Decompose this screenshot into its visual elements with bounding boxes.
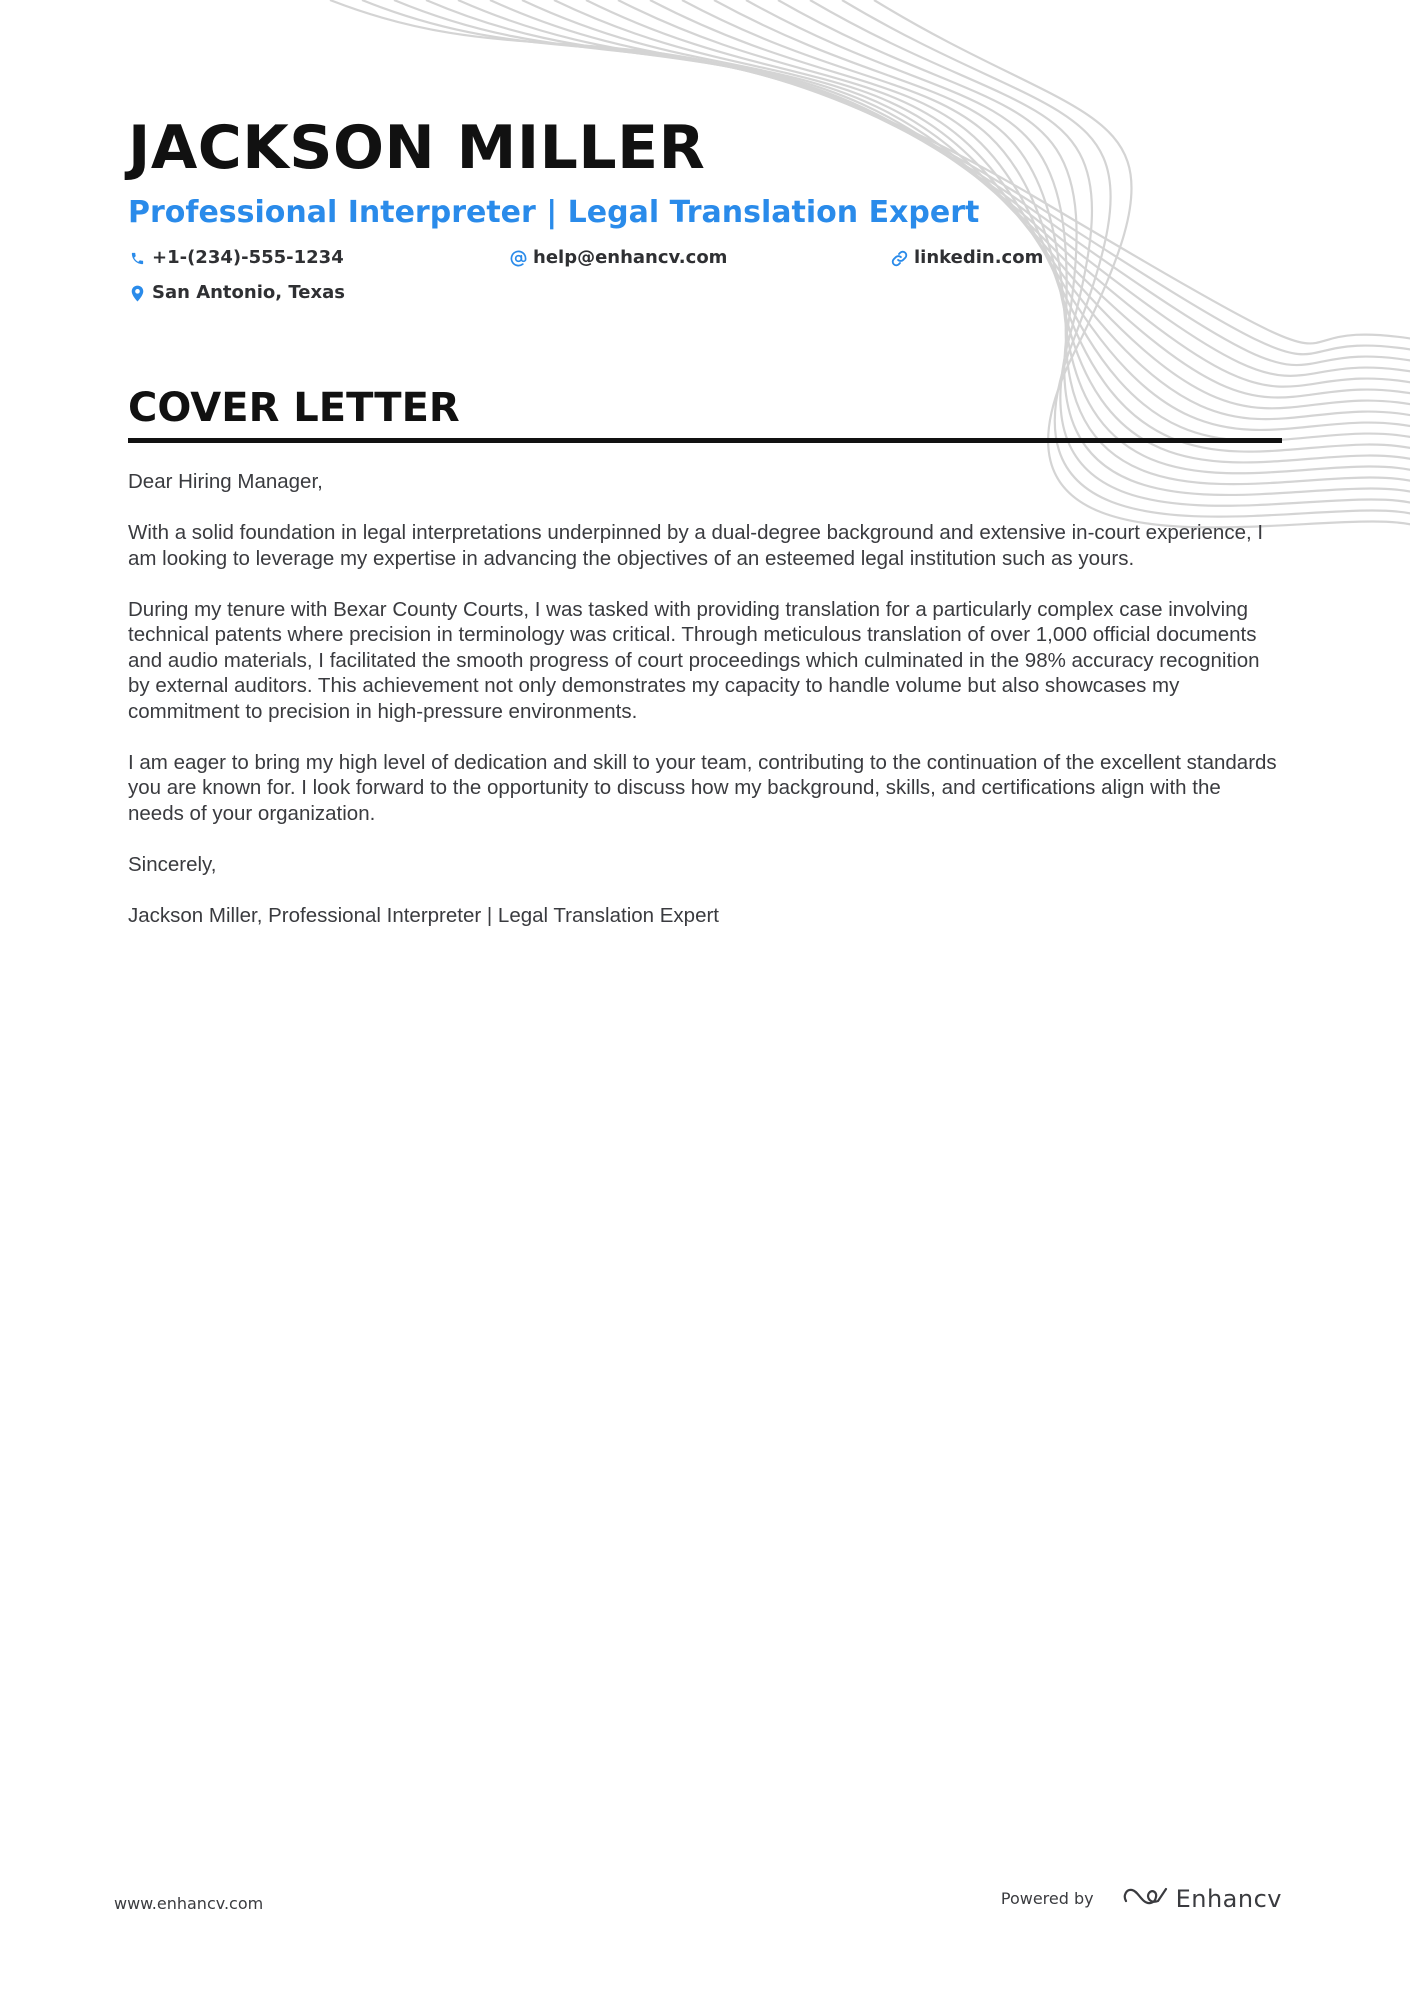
contact-link[interactable] — [890, 246, 1043, 270]
letter-closing: Sincerely, — [128, 852, 217, 876]
at-sign-icon — [509, 249, 527, 267]
page-footer — [114, 1880, 1282, 1920]
email-text: help@enhancv.com — [533, 247, 728, 268]
phone-icon — [128, 249, 146, 267]
candidate-title: Professional Interpreter | Legal Translation Expert — [128, 195, 980, 230]
contact-info — [128, 246, 1282, 316]
letter-greeting: Dear Hiring Manager, — [128, 470, 323, 493]
letter-signature: Jackson Miller, Professional Interpreter | Legal Translation Expert — [128, 903, 719, 927]
powered-by-label: Powered by — [1000, 1889, 1094, 1908]
section-divider — [128, 438, 1282, 443]
resume-header — [128, 112, 1282, 316]
enhancv-logo[interactable] — [1122, 1884, 1282, 1913]
brand-name: Enhancv — [1175, 1884, 1282, 1913]
letter-paragraph: With a solid foundation in legal interpretations underpinned by a dual-degree background and extensive in-court experience, I am looking to leverage my expertise in advancing the objectives of an esteemed legal institution such as yours. — [128, 521, 1264, 570]
location-pin-icon — [128, 284, 146, 302]
contact-phone[interactable] — [128, 246, 344, 270]
cover-letter-section — [128, 382, 1282, 954]
contact-location — [128, 281, 345, 305]
letter-paragraph: During my tenure with Bexar County Courts, I was tasked with providing translation for a particularly complex case involving technical patents where precision in terminology was critical. Through meticulous translation of over 1,000 official documents and audio materials, I facilitated the smooth progress of court proceedings which culminated in the 98% accuracy recognition by external auditors. This achievement not only demonstrates my capacity to handle volume but also showcases my commitment to precision in high-pressure environments. — [128, 597, 1260, 723]
contact-email[interactable] — [509, 246, 727, 270]
location-text: San Antonio, Texas — [152, 282, 345, 303]
link-icon — [890, 249, 908, 267]
section-title: COVER LETTER — [128, 385, 460, 431]
letter-body — [128, 469, 1282, 928]
powered-by — [1001, 1884, 1282, 1913]
candidate-name: JACKSON MILLER — [128, 113, 706, 183]
enhancv-logo-icon — [1122, 1884, 1168, 1913]
letter-paragraph: I am eager to bring my high level of dedication and skill to your team, contributing to the continuation of the excellent standards you are known for. I look forward to the opportunity to discuss how my background, skills, and certifications align with the needs of your organization. — [128, 750, 1277, 825]
phone-text: +1-(234)-555-1234 — [152, 247, 344, 268]
footer-website-link[interactable]: www.enhancv.com — [114, 1894, 264, 1913]
link-text: linkedin.com — [914, 247, 1044, 268]
